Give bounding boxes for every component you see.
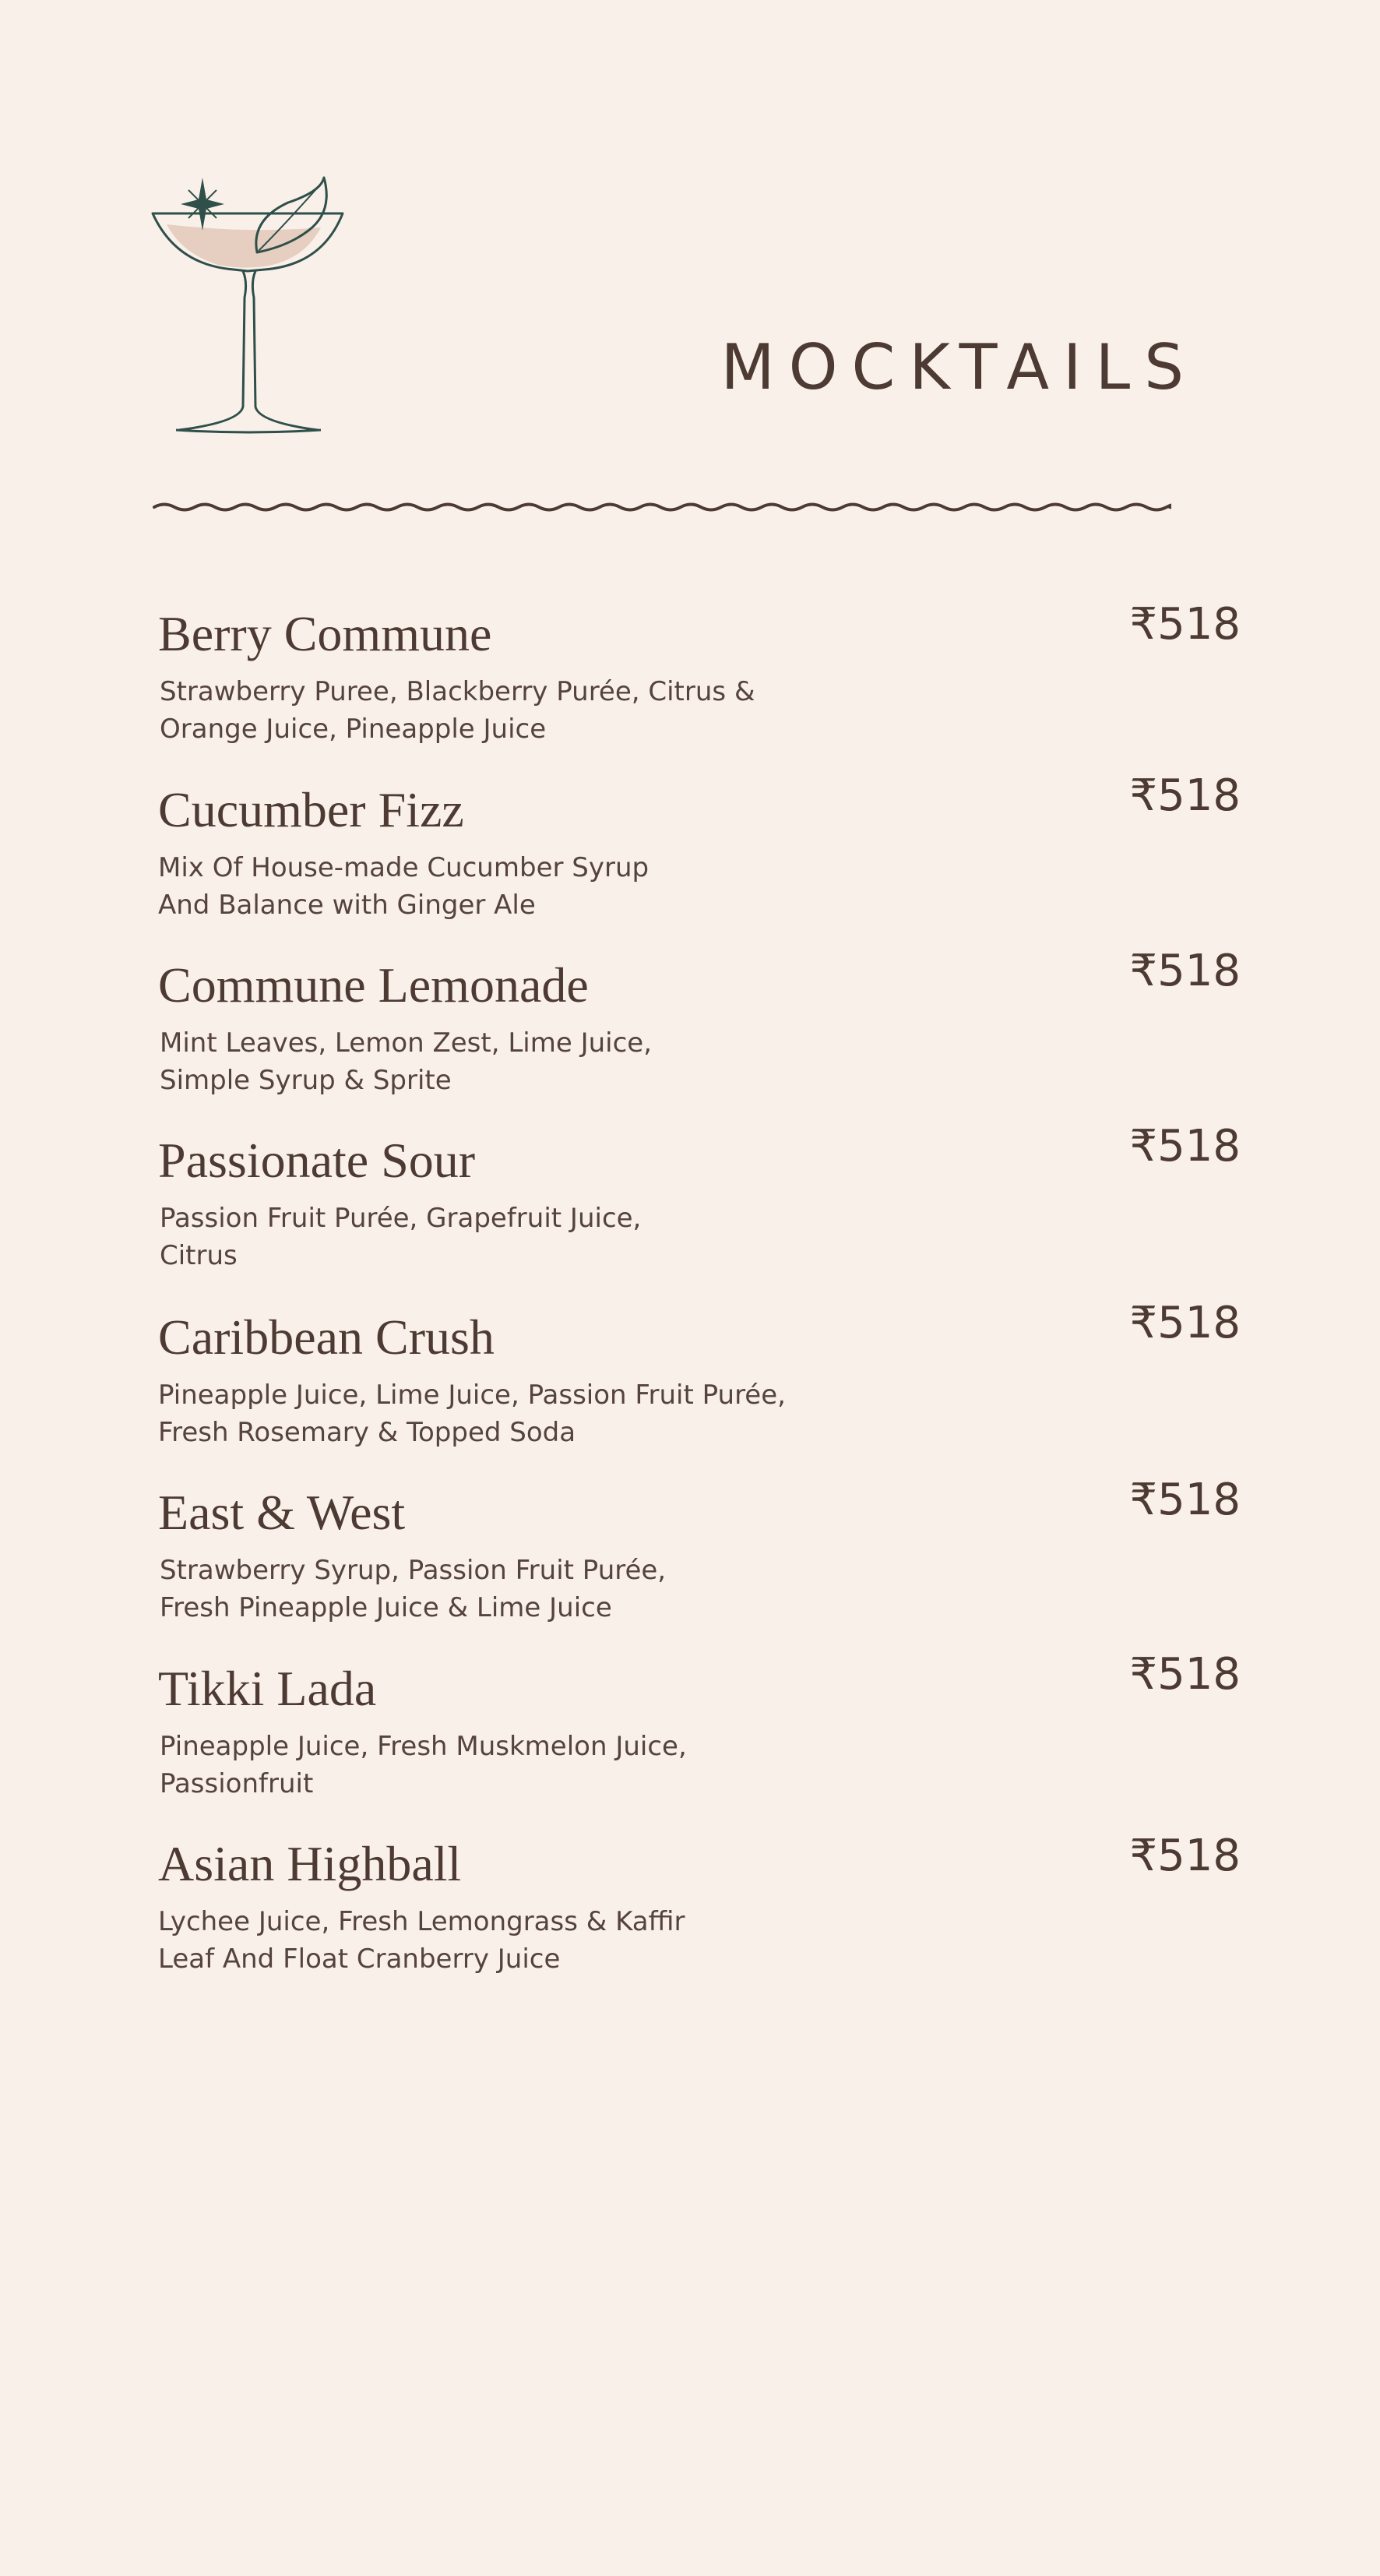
item-description bbox=[158, 1376, 937, 1451]
item-name: Caribbean Crush bbox=[158, 1309, 495, 1365]
item-description bbox=[158, 849, 937, 924]
item-description bbox=[160, 1728, 938, 1802]
item-description bbox=[160, 1552, 938, 1626]
page-title: MOCKTAILS bbox=[720, 331, 1198, 403]
item-description-line: Mint Leaves, Lemon Zest, Lime Juice, bbox=[160, 1027, 653, 1059]
item-description bbox=[160, 1200, 938, 1274]
item-description-line: Strawberry Syrup, Passion Fruit Purée, bbox=[160, 1555, 667, 1586]
item-description-line: Leaf And Float Cranberry Juice bbox=[158, 1943, 561, 1975]
item-name: Commune Lemonade bbox=[158, 957, 589, 1013]
item-name: Passionate Sour bbox=[158, 1133, 476, 1188]
item-price: ₹518 bbox=[1129, 946, 1241, 996]
item-name: Berry Commune bbox=[158, 606, 492, 661]
item-description-line: Mix Of House-made Cucumber Syrup bbox=[158, 852, 650, 883]
item-description-line: Fresh Pineapple Juice & Lime Juice bbox=[160, 1592, 612, 1623]
item-description-line: Orange Juice, Pineapple Juice bbox=[160, 714, 547, 745]
item-price: ₹518 bbox=[1129, 1649, 1241, 1700]
item-price: ₹518 bbox=[1129, 1298, 1241, 1348]
item-description-line: Fresh Rosemary & Topped Soda bbox=[158, 1417, 576, 1448]
item-description-line: Citrus bbox=[160, 1240, 238, 1271]
item-description bbox=[158, 1903, 937, 1978]
item-description bbox=[160, 673, 938, 748]
item-description-line: Strawberry Puree, Blackberry Purée, Citrus & bbox=[160, 676, 755, 707]
item-price: ₹518 bbox=[1129, 1121, 1241, 1172]
item-description-line: Passionfruit bbox=[160, 1768, 314, 1799]
item-name: Tikki Lada bbox=[158, 1661, 377, 1716]
item-description-line: Pineapple Juice, Fresh Muskmelon Juice, bbox=[160, 1731, 687, 1762]
item-description bbox=[160, 1024, 938, 1099]
item-price: ₹518 bbox=[1129, 1831, 1241, 1881]
item-description-line: Pineapple Juice, Lime Juice, Passion Fruit Purée, bbox=[158, 1380, 786, 1411]
item-name: East & West bbox=[158, 1485, 406, 1540]
item-price: ₹518 bbox=[1129, 1475, 1241, 1525]
item-description-line: Passion Fruit Purée, Grapefruit Juice, bbox=[160, 1203, 642, 1234]
item-name: Cucumber Fizz bbox=[158, 782, 464, 837]
item-description-line: Simple Syrup & Sprite bbox=[160, 1065, 452, 1096]
menu-list bbox=[158, 0, 1241, 2576]
item-description-line: And Balance with Ginger Ale bbox=[158, 890, 536, 921]
item-name: Asian Highball bbox=[158, 1836, 462, 1891]
item-price: ₹518 bbox=[1129, 599, 1241, 650]
item-description-line: Lychee Juice, Fresh Lemongrass & Kaffir bbox=[158, 1906, 685, 1937]
item-price: ₹518 bbox=[1129, 770, 1241, 821]
